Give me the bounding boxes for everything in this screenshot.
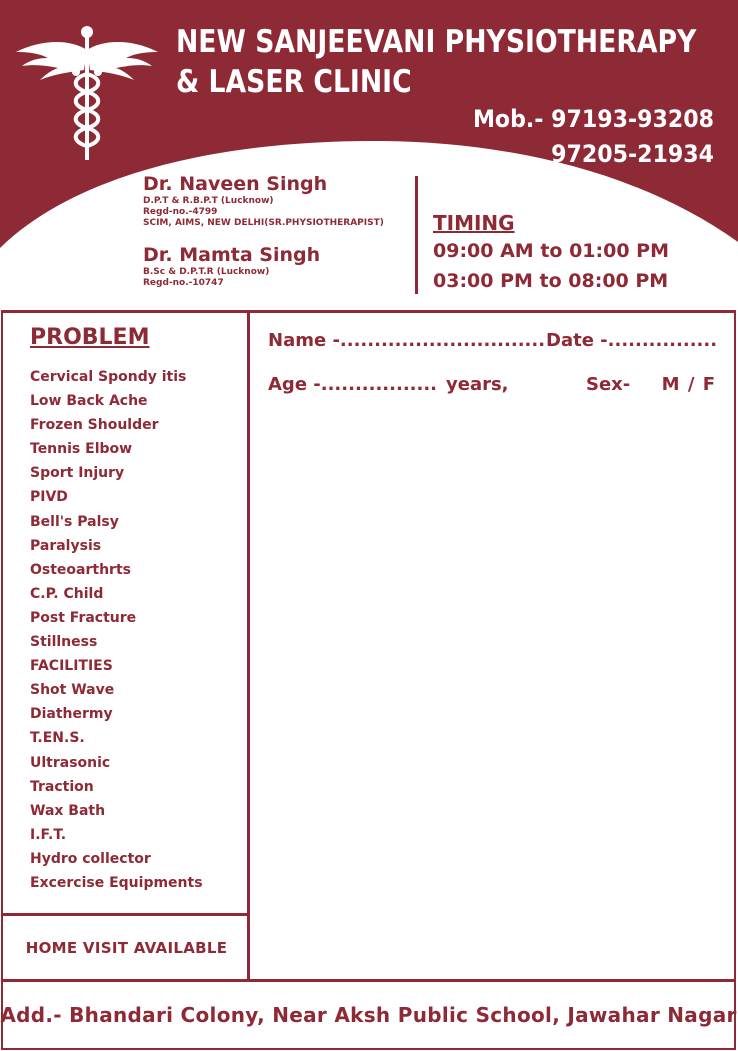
list-item: Ultrasonic [30, 754, 111, 771]
list-item: Sport Injury [30, 465, 125, 482]
form-row-age-sex [268, 372, 718, 398]
date-field: Date -................ [546, 330, 718, 351]
patient-form [268, 328, 718, 398]
list-item: Traction [30, 778, 94, 795]
doctor-name: Dr. Naveen Singh [143, 173, 328, 195]
doctor-affiliation: SCIM, AIMS, NEW DELHI(SR.PHYSIOTHERAPIST) [143, 218, 384, 228]
facilities-heading: FACILITIES [30, 658, 113, 675]
doctor-name: Dr. Mamta Singh [143, 244, 321, 266]
list-item: Bell's Palsy [30, 513, 119, 530]
header-divider [415, 176, 418, 294]
doctor-registration: Regd-no.-4799 [143, 207, 218, 217]
mobile-number-2: 97205-21934 [551, 140, 714, 168]
doctor-1 [143, 172, 413, 229]
caduceus-icon [14, 22, 160, 162]
doctors-info [143, 172, 413, 289]
doctor-2 [143, 243, 413, 289]
problem-list [30, 365, 203, 895]
form-row-name-date [268, 328, 718, 354]
list-item: Frozen Shoulder [30, 417, 159, 434]
list-item: Excercise Equipments [30, 874, 203, 891]
clinic-name [176, 22, 697, 102]
doctor-registration: Regd-no.-10747 [143, 278, 224, 288]
list-item: PIVD [30, 489, 68, 506]
home-visit-banner: HOME VISIT AVAILABLE [3, 913, 250, 979]
list-item: I.F.T. [30, 826, 67, 843]
problem-title: PROBLEM [30, 325, 150, 350]
doctor-qualification: B.Sc & D.P.T.R (Lucknow) [143, 267, 270, 277]
age-field: Age -................. [268, 374, 438, 395]
years-label: years, [446, 374, 509, 395]
timing-block [433, 210, 669, 296]
list-item: Osteoarthrts [30, 561, 131, 578]
list-item: Wax Bath [30, 802, 106, 819]
sex-options: M / F [661, 374, 716, 395]
list-item: Stillness [30, 634, 98, 651]
list-item: Low Back Ache [30, 393, 148, 410]
list-item: Cervical Spondy itis [30, 369, 187, 385]
name-field: Name -.............................. [268, 330, 546, 351]
timing-slot-evening: 03:00 PM to 08:00 PM [433, 270, 669, 292]
list-item: C.P. Child [30, 585, 104, 602]
timing-slot-morning: 09:00 AM to 01:00 PM [433, 240, 669, 262]
list-item: Tennis Elbow [30, 441, 133, 458]
list-item: Shot Wave [30, 682, 115, 699]
list-item: Diathermy [30, 706, 113, 723]
list-item: Post Fracture [30, 609, 137, 626]
prescription-frame [1, 310, 736, 1050]
letterhead-header [0, 0, 738, 312]
address-footer: Add.- Bhandari Colony, Near Aksh Public School, Jawahar Nagar [3, 979, 734, 1047]
doctor-qualification: D.P.T & R.B.P.T (Lucknow) [143, 196, 274, 206]
clinic-name-line1: NEW SANJEEVANI PHYSIOTHERAPY [176, 24, 697, 60]
problem-sidebar [3, 313, 250, 979]
timing-title: TIMING [433, 211, 515, 235]
list-item: Paralysis [30, 537, 102, 554]
clinic-name-line2: & LASER CLINIC [176, 64, 412, 100]
sex-label: Sex- [586, 374, 631, 395]
mobile-number-1: Mob.- 97193-93208 [473, 105, 714, 133]
list-item: Hydro collector [30, 850, 151, 867]
list-item: T.EN.S. [30, 730, 85, 747]
mobile-numbers [473, 102, 714, 172]
